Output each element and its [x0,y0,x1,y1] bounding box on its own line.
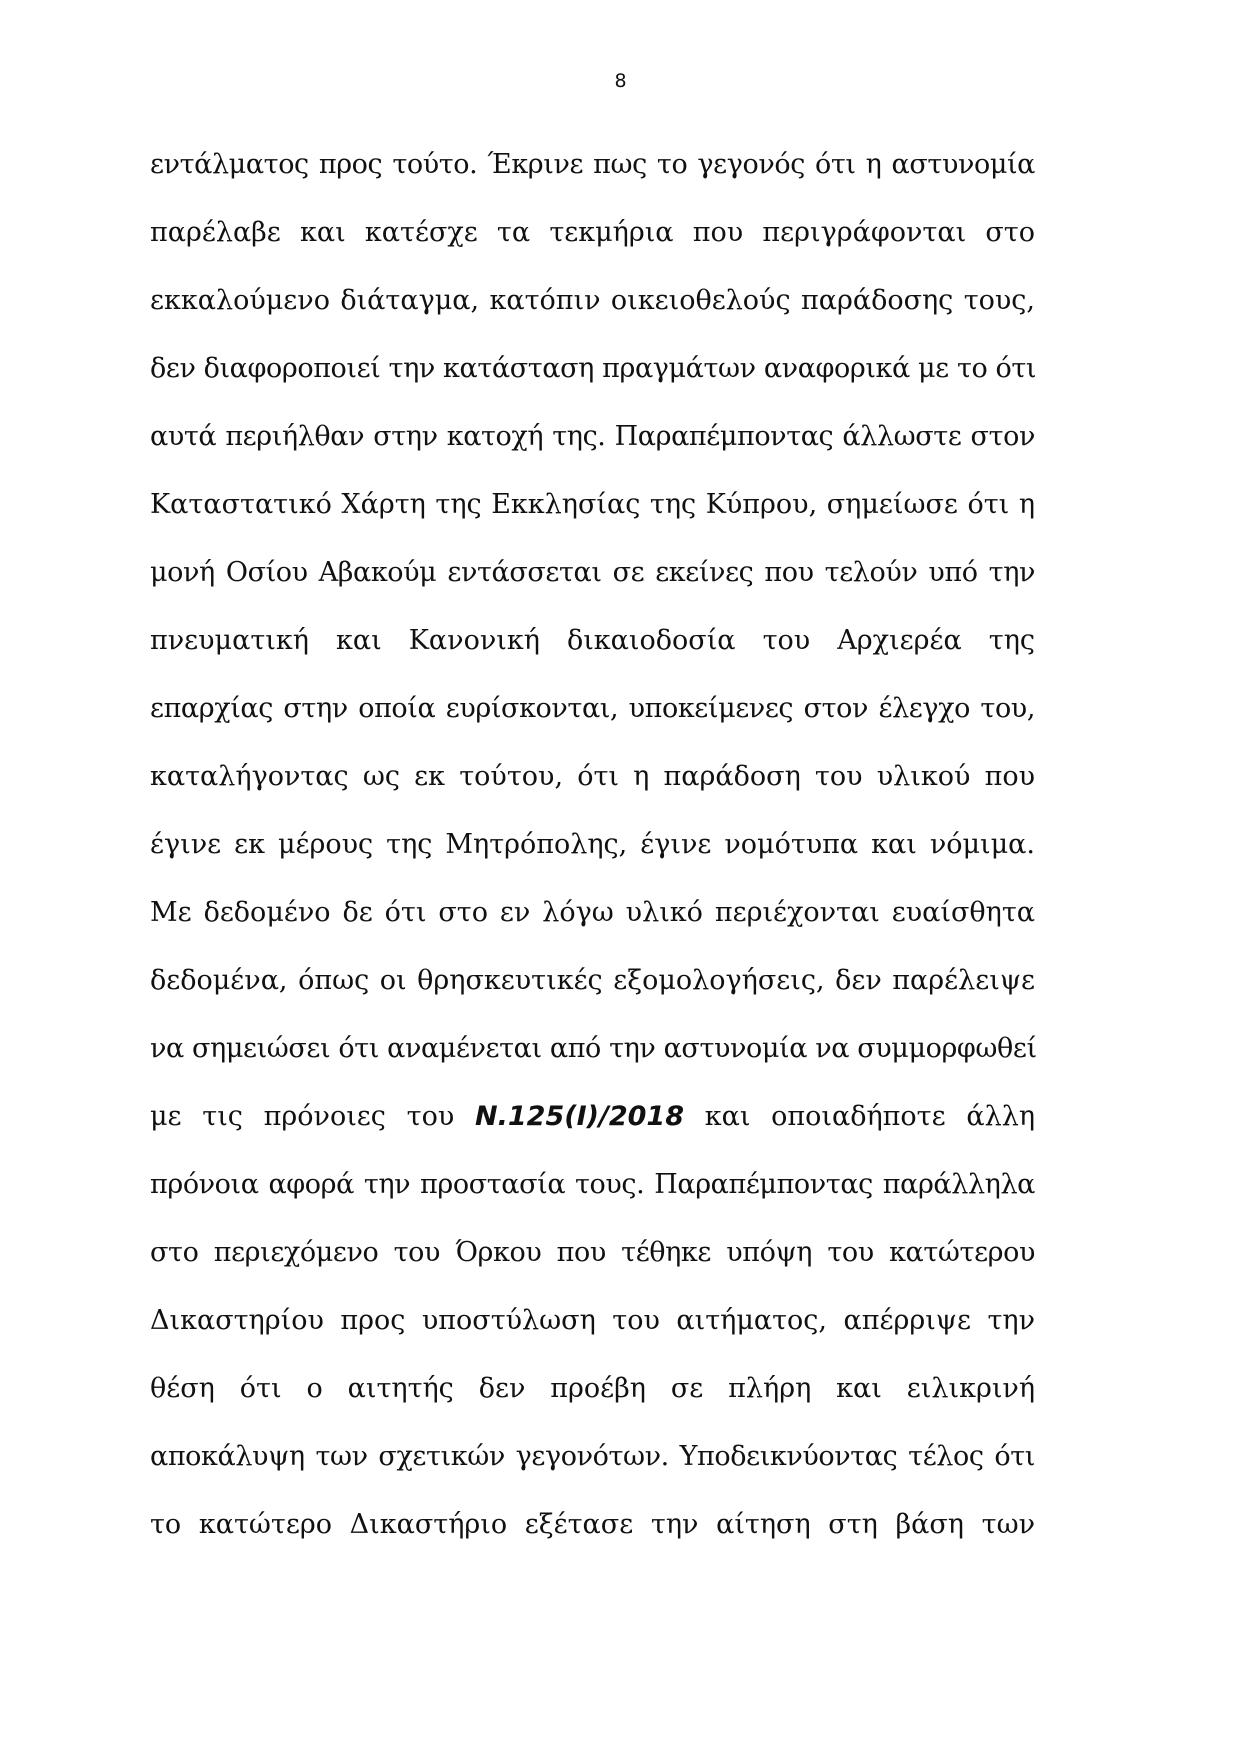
text-fragment: με τις πρόνοιες του [150,1101,476,1132]
text-line: εκκαλούμενο διάταγμα, κατόπιν οικειοθελούς παράδοσης τους, [150,285,1035,316]
text-line: πνευματική και Κανονική δικαιοδοσία του Αρχιερέα της [150,625,1035,656]
text-line: παρέλαβε και κατέσχε τα τεκμήρια που περιγράφονται στο [150,217,1035,248]
text-line: πρόνοια αφορά την προστασία τους. Παραπέμποντας παράλληλα [150,1169,1035,1200]
text-line: το κατώτερο Δικαστήριο εξέτασε την αίτηση στη βάση των [150,1509,1035,1540]
text-line: αυτά περιήλθαν στην κατοχή της. Παραπέμποντας άλλωστε στον [150,421,1035,452]
text-line: Με δεδομένο δε ότι στο εν λόγω υλικό περιέχονται ευαίσθητα [150,897,1035,928]
text-line: δεδομένα, όπως οι θρησκευτικές εξομολογήσεις, δεν παρέλειψε [150,965,1035,996]
text-line: Δικαστηρίου προς υποστύλωση του αιτήματος, απέρριψε την [150,1305,1035,1336]
body-paragraph [150,148,1035,1576]
text-line: να σημειώσει ότι αναμένεται από την αστυνομία να συμμορφωθεί [150,1033,1037,1064]
text-line: δεν διαφοροποιεί την κατάσταση πραγμάτων αναφορικά με το ότι [150,353,1037,384]
text-line: επαρχίας στην οποία ευρίσκονται, υποκείμενες στον έλεγχο του, [150,693,1035,724]
text-line: εντάλματος προς τούτο. Έκρινε πως το γεγονός ότι η αστυνομία [150,149,1035,180]
statute-reference: Ν.125(Ι)/2018 [475,1101,684,1132]
page-number: 8 [614,70,627,92]
text-line: μονή Οσίου Αβακούμ εντάσσεται σε εκείνες που τελούν υπό την [150,557,1035,588]
text-line: καταλήγοντας ως εκ τούτου, ότι η παράδοση του υλικού που [150,761,1035,792]
text-line: θέση ότι ο αιτητής δεν προέβη σε πλήρη και ειλικρινή [150,1373,1035,1404]
text-line: Καταστατικό Χάρτη της Εκκλησίας της Κύπρου, σημείωσε ότι η [150,489,1035,520]
text-line: αποκάλυψη των σχετικών γεγονότων. Υποδεικνύοντας τέλος ότι [150,1441,1035,1472]
text-line-with-statute [150,1100,1035,1168]
text-line: έγινε εκ μέρους της Μητρόπολης, έγινε νομότυπα και νόμιμα. [150,829,1035,860]
text-fragment: και οποιαδήποτε άλλη [683,1101,1035,1132]
text-line: στο περιεχόμενο του Όρκου που τέθηκε υπόψη του κατώτερου [150,1237,1035,1268]
